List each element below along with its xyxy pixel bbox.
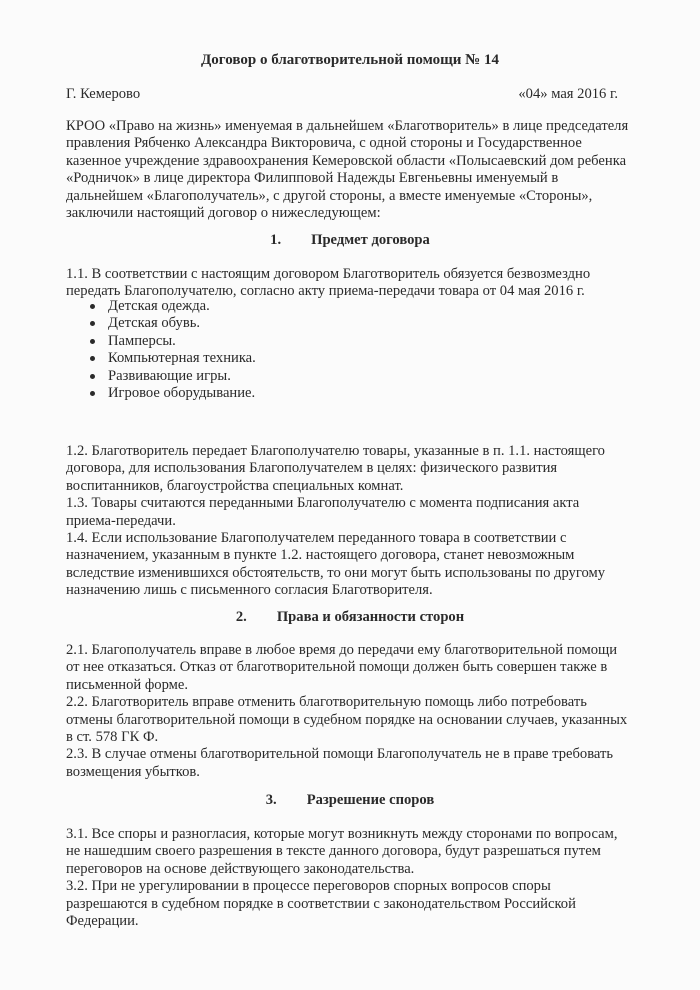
- text-line: приема-передачи.: [66, 512, 176, 529]
- section-3-body: [66, 826, 626, 930]
- text-line: правления Рябченко Александра Викторовича, с одной стороны и Государственное: [66, 135, 582, 152]
- section-title: Предмет договора: [311, 232, 430, 248]
- list-item: Памперсы.: [90, 333, 256, 350]
- document-title: Договор о благотворительной помощи № 14: [200, 52, 500, 68]
- text-line: дальнейшем «Благополучатель», с другой стороны, а вместе именуемые «Стороны»,: [66, 187, 593, 204]
- list-item: Детская одежда.: [90, 298, 256, 315]
- goods-list: [90, 298, 256, 402]
- section-2-heading: [0, 609, 700, 626]
- text-line: не нашедшим своего разрешения в тексте данного договора, будут разрешаться путем: [66, 843, 601, 860]
- section-number: 1.: [270, 232, 282, 248]
- text-line: письменной форме.: [66, 676, 189, 693]
- section-2-body: [66, 642, 626, 781]
- text-line: 1.2. Благотворитель передает Благополучателю товары, указанные в п. 1.1. настоящего: [66, 443, 605, 459]
- text-line: «Родничок» в лице директора Филипповой Надежды Евгеньевны именуемый в: [66, 170, 559, 187]
- list-item: Компьютерная техника.: [90, 350, 256, 367]
- clause-1-1: [66, 266, 626, 301]
- text-line: от нее отказаться. Отказ от благотворительной помощи должен быть совершен также в: [66, 659, 608, 676]
- text-line: договора, для использования Благополучателем в целях: физического развития: [66, 460, 558, 477]
- text-line: 1.3. Товары считаются переданными Благополучателю с момента подписания акта: [66, 495, 580, 512]
- text-line: назначению лишь с письменного согласия Благотворителя.: [66, 582, 433, 599]
- section-3-heading: [0, 792, 700, 809]
- city: Г. Кемерово: [66, 86, 141, 102]
- text-line: 1.1. В соответствии с настоящим договором Благотворитель обязуется безвозмездно: [66, 266, 591, 282]
- list-item: Игровое оборудывание.: [90, 385, 256, 402]
- text-line: Федерации.: [66, 913, 139, 930]
- text-line: воспитанников, благоустройства специальных комнат.: [66, 477, 404, 494]
- text-line: возмещения убытков.: [66, 763, 200, 780]
- text-line: 2.3. В случае отмены благотворительной помощи Благополучатель не в праве требовать: [66, 746, 614, 763]
- text-line: казенное учреждение здравоохранения Кемеровской области «Полысаевский дом ребенка: [66, 152, 627, 169]
- text-line: 3.2. При не урегулировании в процессе переговоров спорных вопросов споры: [66, 878, 551, 895]
- list-item: Детская обувь.: [90, 315, 256, 332]
- place-date-row: [66, 86, 618, 104]
- section-title: Права и обязанности сторон: [276, 609, 465, 625]
- text-line: 2.2. Благотворитель вправе отменить благотворительную помощь либо потребовать: [66, 694, 587, 711]
- section-title: Разрешение споров: [306, 792, 435, 808]
- text-line: КРОО «Право на жизнь» именуемая в дальнейшем «Благотворитель» в лице председателя: [66, 118, 629, 134]
- text-line: отмены благотворительной помощи в судебном порядке на основании случаев, указанных: [66, 711, 628, 728]
- clauses-1-2-to-1-4: [66, 443, 626, 600]
- text-line: заключили настоящий договор о нижеследующем:: [66, 205, 381, 222]
- text-line: назначением, указанным в пункте 1.2. настоящего договора, станет невозможным: [66, 547, 575, 564]
- preamble: [66, 118, 629, 222]
- text-line: 3.1. Все споры и разногласия, которые могут возникнуть между сторонами по вопросам,: [66, 826, 618, 842]
- section-number: 2.: [235, 609, 247, 625]
- text-line: передать Благополучателю, согласно акту приема-передачи товара от 04 мая 2016 г.: [66, 283, 585, 300]
- section-number: 3.: [265, 792, 277, 808]
- text-line: вследствие изменившихся обстоятельств, то они могут быть использованы по другому: [66, 564, 606, 581]
- text-line: переговоров на основе действующего законодательства.: [66, 860, 415, 877]
- text-line: 2.1. Благополучатель вправе в любое время до передачи ему благотворительной помощи: [66, 642, 618, 658]
- text-line: 1.4. Если использование Благополучателем переданного товара в соответствии с: [66, 530, 567, 547]
- list-item: Развивающие игры.: [90, 368, 256, 385]
- text-line: в ст. 578 ГК Ф.: [66, 729, 159, 746]
- text-line: разрешаются в судебном порядке в соответствии с законодательством Российской: [66, 895, 576, 912]
- contract-date: «04» мая 2016 г.: [518, 86, 618, 102]
- section-1-heading: [0, 232, 700, 249]
